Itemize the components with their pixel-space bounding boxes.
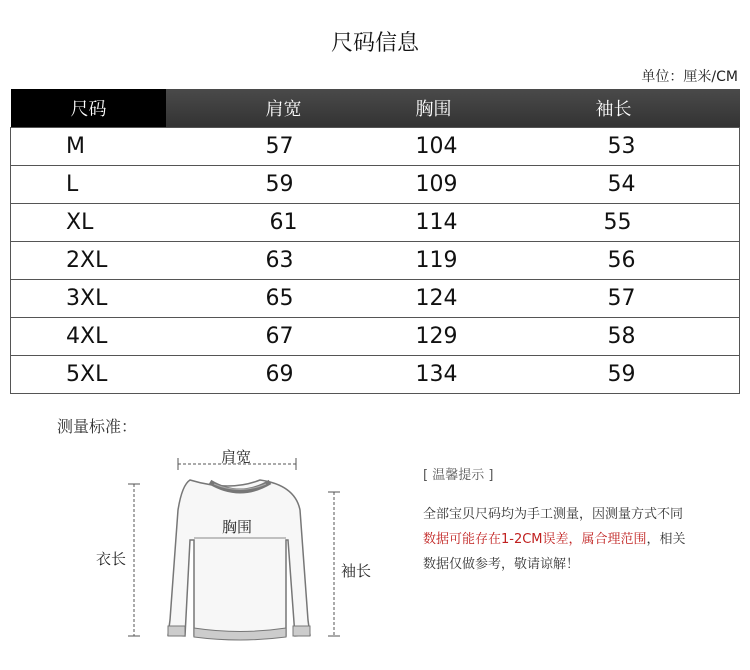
cell-sleeve: 54	[596, 166, 740, 204]
cell-sleeve: 56	[596, 242, 740, 280]
tips-line-2	[423, 528, 686, 547]
tips-line-3: 数据仅做参考，敬请谅解！	[423, 557, 580, 572]
sweater-icon	[168, 480, 310, 640]
table-row	[11, 166, 740, 204]
cell-shoulder: 59	[166, 166, 416, 204]
cell-size: L	[11, 166, 166, 204]
table-row	[11, 356, 740, 394]
measure-title: 测量标准：	[57, 417, 138, 436]
table-row	[11, 128, 740, 166]
cell-chest: 119	[416, 242, 596, 280]
unit-label: 单位：厘米/CM	[641, 69, 738, 85]
tips-warning: 数据可能存在1-2CM误差，属合理范围	[423, 532, 647, 547]
size-table	[10, 89, 740, 394]
tips-line-1: 全部宝贝尺码均为手工测量，因测量方式不同	[423, 507, 684, 522]
header-chest: 胸围	[416, 89, 596, 128]
label-sleeve: 袖长	[341, 562, 372, 580]
sweater-diagram	[90, 440, 390, 665]
cell-sleeve: 57	[596, 280, 740, 318]
cell-size: 2XL	[11, 242, 166, 280]
tips-heading: [ 温馨提示 ]	[423, 468, 494, 483]
cell-chest: 104	[416, 128, 596, 166]
cell-shoulder: 63	[166, 242, 416, 280]
cell-chest: 124	[416, 280, 596, 318]
cell-size: 3XL	[11, 280, 166, 318]
cell-shoulder: 69	[166, 356, 416, 394]
cell-shoulder: 57	[166, 128, 416, 166]
header-shoulder: 肩宽	[166, 89, 416, 128]
cell-size: XL	[11, 204, 166, 242]
table-row	[11, 242, 740, 280]
header-sleeve: 袖长	[596, 89, 740, 128]
label-chest: 胸围	[222, 518, 253, 536]
cell-size: 5XL	[11, 356, 166, 394]
table-row	[11, 204, 740, 242]
cell-sleeve: 55	[596, 204, 740, 242]
cell-chest: 109	[416, 166, 596, 204]
cell-chest: 114	[416, 204, 596, 242]
header-size: 尺码	[11, 89, 166, 128]
cell-size: M	[11, 128, 166, 166]
cell-shoulder: 61	[166, 204, 416, 242]
tips-line-2-rest: ，相关	[646, 532, 686, 547]
cell-sleeve: 58	[596, 318, 740, 356]
label-shoulder: 肩宽	[221, 448, 252, 466]
label-length: 衣长	[96, 550, 127, 568]
page-title: 尺码信息	[330, 31, 419, 56]
table-header-row	[11, 89, 740, 128]
table-row	[11, 280, 740, 318]
cell-chest: 129	[416, 318, 596, 356]
cell-shoulder: 65	[166, 280, 416, 318]
cell-chest: 134	[416, 356, 596, 394]
cell-sleeve: 59	[596, 356, 740, 394]
cell-sleeve: 53	[596, 128, 740, 166]
cell-shoulder: 67	[166, 318, 416, 356]
cell-size: 4XL	[11, 318, 166, 356]
table-row	[11, 318, 740, 356]
